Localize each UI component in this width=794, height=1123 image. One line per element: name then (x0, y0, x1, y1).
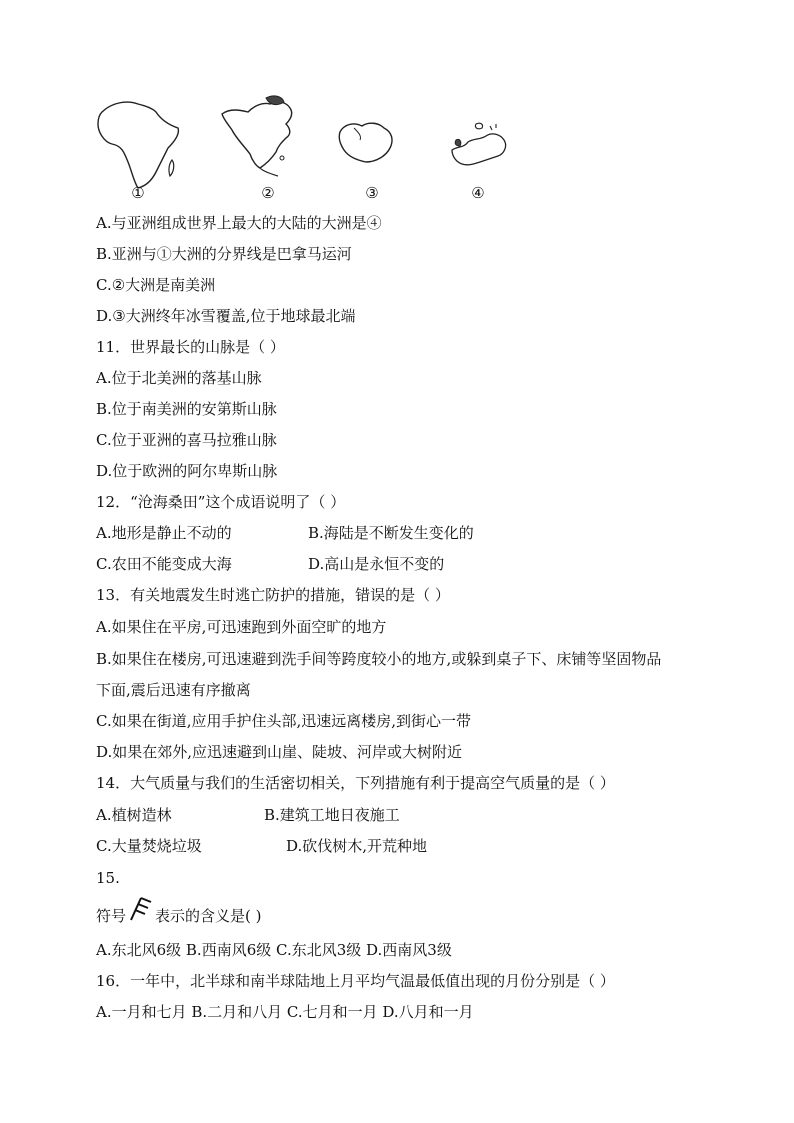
africa-map (94, 98, 186, 192)
europe-map (446, 120, 512, 172)
q15-stem-suffix: 表示的含义是( ) (155, 907, 262, 925)
north-america-map (220, 94, 304, 178)
q13-option-a: A.如果住在平房,可迅速跑到外面空旷的地方 (96, 618, 387, 636)
q12-stem: 12．“沧海桑田”这个成语说明了（ ） (96, 493, 346, 511)
q14-option-b: B.建筑工地日夜施工 (264, 806, 400, 824)
q14-option-d: D.砍伐树木,开荒种地 (286, 837, 428, 855)
q14-option-c: C.大量焚烧垃圾 (96, 837, 202, 855)
q12-option-d: D.高山是永恒不变的 (308, 555, 445, 573)
map-label-1: ① (131, 184, 145, 202)
q10-option-b: B.亚洲与①大洲的分界线是巴拿马运河 (96, 245, 352, 263)
q15-options: A.东北风6级 B.西南风6级 C.东北风3级 D.西南风3级 (96, 941, 452, 959)
q11-option-b: B.位于南美洲的安第斯山脉 (96, 400, 277, 418)
map-label-3: ③ (365, 184, 379, 202)
q10-option-c: C.②大洲是南美洲 (96, 276, 216, 294)
q16-stem: 16．一年中，北半球和南半球陆地上月平均气温最低值出现的月份分别是（ ） (96, 972, 615, 990)
q14-option-a: A.植树造林 (96, 806, 172, 824)
antarctica-map (334, 118, 396, 166)
q12-option-c: C.农田不能变成大海 (96, 555, 232, 573)
q16-options: A.一月和七月 B.二月和八月 C.七月和一月 D.八月和一月 (96, 1003, 474, 1021)
q13-stem: 13．有关地震发生时逃亡防护的措施，错误的是（ ） (96, 586, 450, 604)
q11-stem: 11．世界最长的山脉是（ ） (96, 338, 285, 356)
q13-option-d: D.如果在郊外,应迅速避到山崖、陡坡、河岸或大树附近 (96, 743, 463, 761)
continent-maps-figure (90, 92, 530, 204)
q12-option-b: B.海陆是不断发生变化的 (308, 524, 474, 542)
q13-option-c: C.如果在街道,应用手护住头部,迅速远离楼房,到街心一带 (96, 712, 472, 730)
q13-option-b-line2: 下面,震后迅速有序撤离 (96, 681, 251, 699)
map-label-4: ④ (471, 184, 485, 202)
q15-number: 15. (96, 869, 120, 887)
q13-option-b-line1: B.如果住在楼房,可迅速避到洗手间等跨度较小的地方,或躲到桌子下、床铺等坚固物品 (96, 650, 662, 668)
map-label-2: ② (261, 184, 275, 202)
q11-option-a: A.位于北美洲的落基山脉 (96, 369, 262, 387)
wind-symbol-icon (127, 896, 153, 922)
q10-option-d: D.③大洲终年冰雪覆盖,位于地球最北端 (96, 307, 356, 325)
q12-option-a: A.地形是静止不动的 (96, 524, 232, 542)
q14-stem: 14．大气质量与我们的生活密切相关，下列措施有利于提高空气质量的是（ ） (96, 774, 615, 792)
q11-option-d: D.位于欧洲的阿尔卑斯山脉 (96, 462, 278, 480)
q10-option-a: A.与亚洲组成世界上最大的大陆的大洲是④ (96, 214, 382, 232)
q11-option-c: C.位于亚洲的喜马拉雅山脉 (96, 431, 277, 449)
q15-stem-prefix: 符号 (96, 907, 127, 925)
